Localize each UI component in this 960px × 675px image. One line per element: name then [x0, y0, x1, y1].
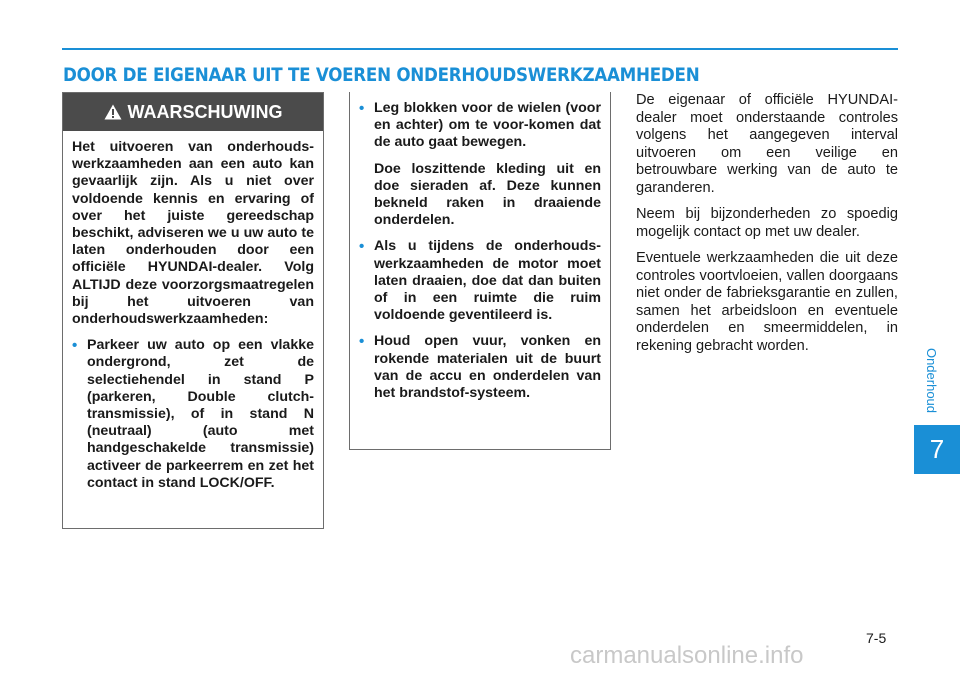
- warning-continuation: [349, 92, 611, 450]
- body-paragraph-1: De eigenaar of officiële HYUNDAI-dealer moet onderstaande controles volgens het aangegeven interval uitvoeren om een veilige en betrouwbare werking van de auto te garanderen.: [636, 92, 898, 196]
- warning-header: [63, 93, 323, 131]
- side-section-label: [922, 345, 942, 415]
- warning-bullet-blocks-text: Leg blokken voor de wielen (voor en achter) om te voor-komen dat de auto gaat bewegen.: [374, 100, 601, 151]
- warning-intro: Het uitvoeren van onderhouds-werkzaamheden aan een auto kan gevaarlijk zijn. Als u niet over voldoende kennis en ervaring of over het juiste gereedschap beschikt, adviseren we u uw auto te laten onderhouden door een officiële HYUNDAI-dealer. Volg ALTIJD deze voorzorgsmaatregelen bij het uitvoeren van onderhoudswerkzaamheden:: [72, 139, 314, 328]
- warning-bullet-blocks-sub: Doe loszittende kleding uit en doe sieraden af. Deze kunnen bekneld raken in draaiende onderdelen.: [374, 160, 601, 229]
- warning-title: WAARSCHUWING: [127, 101, 283, 122]
- warning-bullet-park: • Parkeer uw auto op een vlakke ondergrond, zet de selectiehendel in stand P (parkeren, Double clutch-transmissie), of in stand N (neutraal) (auto met handgeschakelde transmissie) activeer de parkeerrem en zet het contact in stand LOCK/OFF.: [72, 337, 314, 492]
- body-paragraph-2: Neem bij bijzonderheden zo spoedig mogelijk contact op met uw dealer.: [636, 206, 898, 240]
- body-paragraph-3: Eventuele werkzaamheden die uit deze controles voortvloeien, vallen doorgaans niet onder de fabrieksgarantie en zullen, samen het arbeidsloon en eventuele onderdelen en smeermiddelen, in rekening gebracht worden.: [636, 250, 898, 354]
- side-section-label-text: Onderhoud: [924, 347, 940, 413]
- top-rule: [62, 48, 898, 50]
- watermark: carmanualsonline.info: [570, 642, 804, 669]
- warning-body: [63, 131, 323, 509]
- warning-bullet-list: [72, 337, 314, 492]
- chapter-tab: 7: [914, 425, 960, 474]
- warning-bullet-engine: • Als u tijdens de onderhouds-werkzaamheden de motor moet laten draaien, doe dat dan buiten of in een ruimte die ruim voldoende geventileerd is.: [359, 238, 601, 324]
- warning-bullet-blocks: [359, 100, 601, 229]
- warning-bullet-fire: • Houd open vuur, vonken en rokende materialen uit de buurt van de accu en onderdelen van het brandstof-systeem.: [359, 333, 601, 402]
- warning-cont-bullet-list: [359, 100, 601, 402]
- page-number: 7-5: [866, 630, 887, 646]
- warning-box: [62, 92, 324, 529]
- warning-triangle-icon: [104, 104, 122, 120]
- body-text-column: [636, 92, 898, 364]
- page-title: DOOR DE EIGENAAR UIT TE VOEREN ONDERHOUDSWERKZAAMHEDEN: [63, 64, 700, 86]
